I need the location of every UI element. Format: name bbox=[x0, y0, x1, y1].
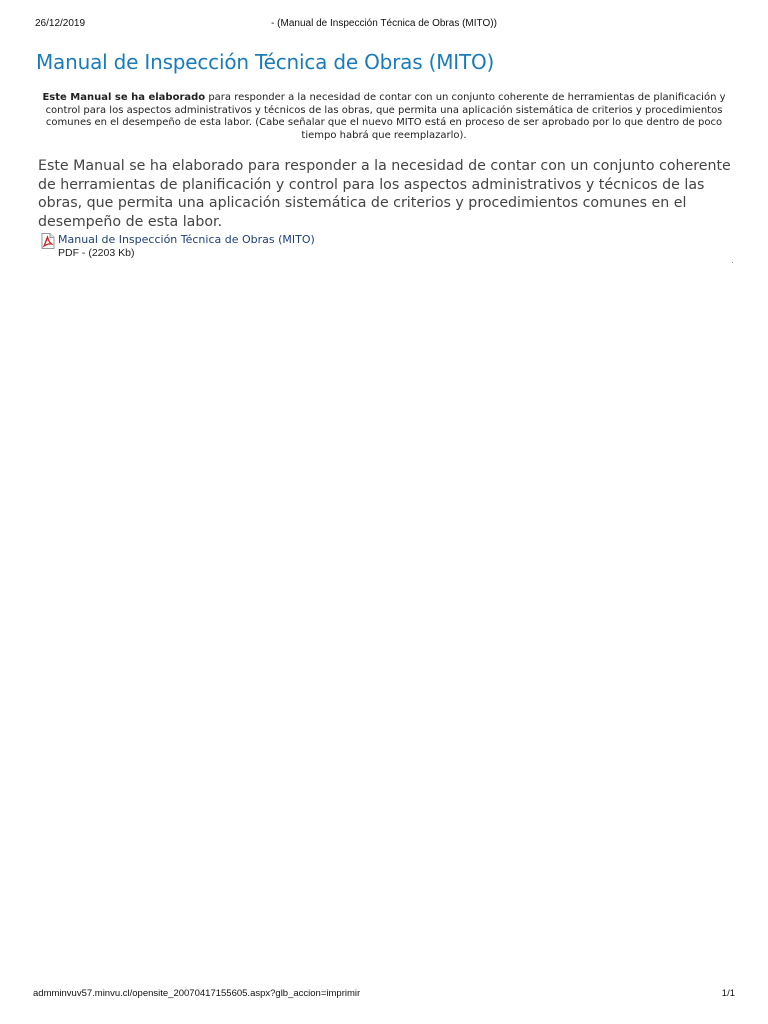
print-header bbox=[35, 18, 733, 32]
decorative-dot bbox=[732, 262, 733, 263]
body-paragraph: Este Manual se ha elaborado para responder a la necesidad de contar con un conjunto coherente de herramientas de planificación y control para los aspectos administrativos y técnicos de las obras, que permita una aplicación sistemática de criterios y procedimientos comunes en el desempeño de esta labor. bbox=[38, 158, 731, 230]
summary-bold-lead: Este Manual se ha elaborado bbox=[42, 92, 206, 103]
print-document-title: - (Manual de Inspección Técnica de Obras (MITO)) bbox=[271, 18, 497, 29]
print-footer bbox=[33, 988, 735, 1002]
summary-text: para responder a la necesidad de contar con un conjunto coherente de herramientas de planificación y control para los aspectos administrativos y técnicos de las obras, que permita una aplicación sistemática de criterios y procedimientos comunes en el desempeño de esta labor. (Cabe señalar que el nuevo MITO está en proceso de ser aprobado por lo que dentro de poco tiempo habrá que reemplazarlo). bbox=[45, 92, 726, 141]
attachment-link[interactable]: Manual de Inspección Técnica de Obras (MITO) bbox=[58, 233, 315, 246]
pdf-file-icon[interactable] bbox=[40, 233, 56, 249]
summary-paragraph bbox=[38, 92, 730, 142]
page-number: 1/1 bbox=[721, 988, 735, 999]
attachment-meta: PDF - (2203 Kb) bbox=[58, 247, 135, 259]
page-title: Manual de Inspección Técnica de Obras (MITO) bbox=[36, 50, 495, 74]
print-date: 26/12/2019 bbox=[35, 18, 86, 29]
print-url: admminvuv57.minvu.cl/opensite_20070417155605.aspx?glb_accion=imprimir bbox=[33, 988, 361, 999]
